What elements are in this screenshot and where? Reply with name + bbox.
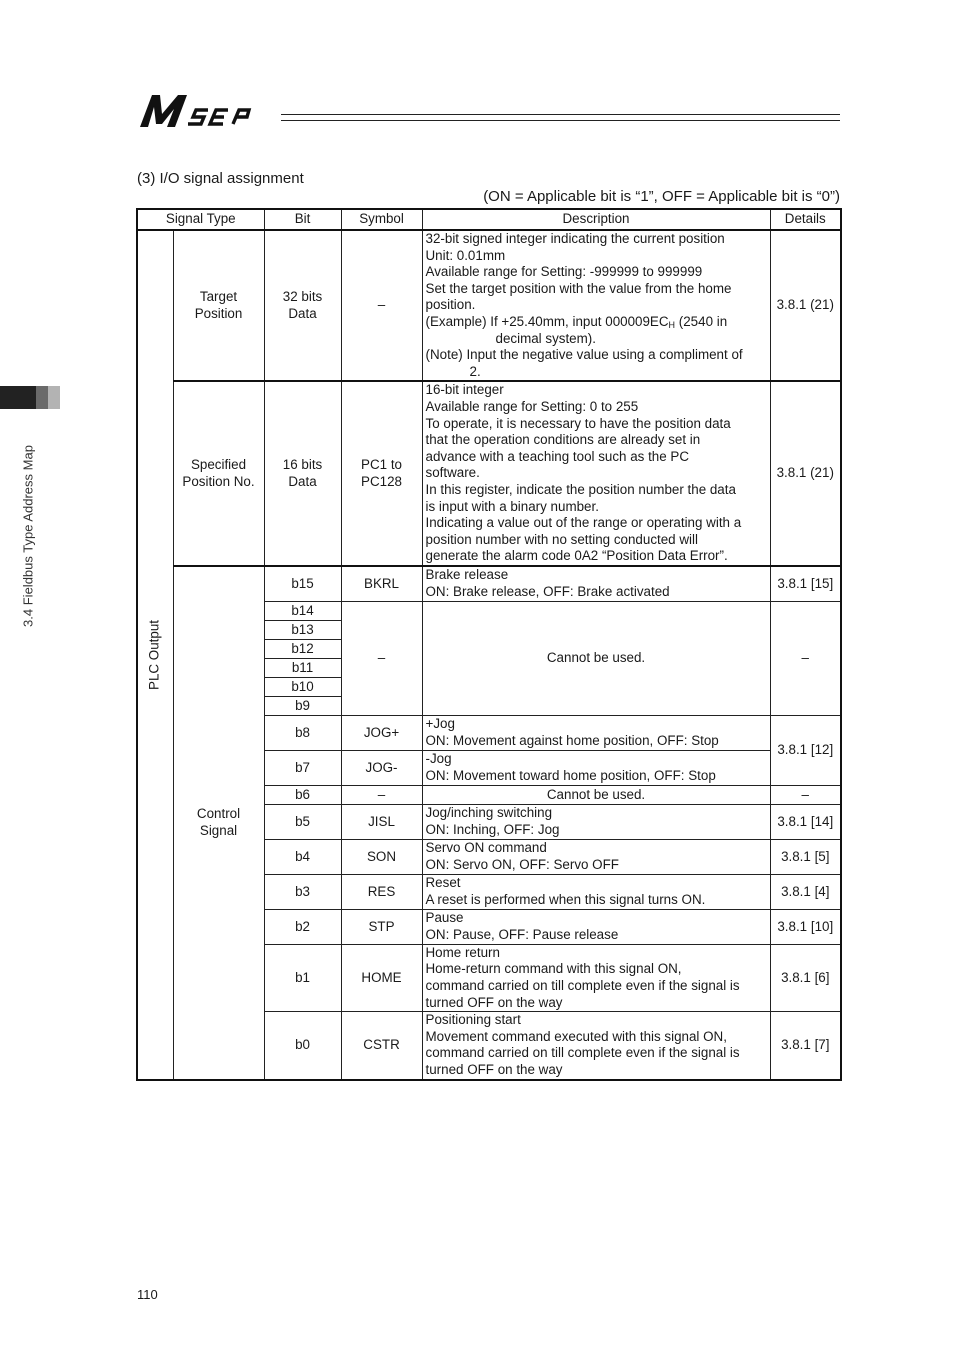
msep-logo xyxy=(138,92,278,130)
description-b6: Cannot be used. xyxy=(422,785,770,804)
symbol-specified: PC1 to PC128 xyxy=(341,381,422,566)
bit-specified: 16 bits Data xyxy=(264,381,341,566)
bit-b14: b14 xyxy=(264,601,341,620)
description-b0: Positioning start Movement command executed with this signal ON, command carried on till complete even if the signal is turned OFF on the way xyxy=(422,1012,770,1080)
details-b0: 3.8.1 [7] xyxy=(770,1012,841,1080)
signal-type-specified: Specified Position No. xyxy=(173,381,264,566)
details-b3: 3.8.1 [4] xyxy=(770,874,841,909)
col-bit: Bit xyxy=(264,209,341,230)
description-b3: Reset A reset is performed when this signal turns ON. xyxy=(422,874,770,909)
col-symbol: Symbol xyxy=(341,209,422,230)
bit-b1: b1 xyxy=(264,944,341,1011)
details-target: 3.8.1 (21) xyxy=(770,230,841,381)
bit-b7: b7 xyxy=(264,750,341,785)
bit-b6: b6 xyxy=(264,785,341,804)
table-header-row xyxy=(137,209,841,230)
description-b8: +Jog ON: Movement against home position, OFF: Stop xyxy=(422,715,770,750)
details-b6: – xyxy=(770,785,841,804)
header-rule-bottom xyxy=(281,120,840,121)
header-rule-top xyxy=(281,114,840,115)
bit-b12: b12 xyxy=(264,639,341,658)
details-jog: 3.8.1 [12] xyxy=(770,715,841,785)
description-b15: Brake release ON: Brake release, OFF: Brake activated xyxy=(422,566,770,602)
section-title: (3) I/O signal assignment xyxy=(137,170,304,187)
description-b5: Jog/inching switching ON: Inching, OFF: Jog xyxy=(422,804,770,839)
bit-b2: b2 xyxy=(264,909,341,944)
symbol-b6: – xyxy=(341,785,422,804)
details-b2: 3.8.1 [10] xyxy=(770,909,841,944)
symbol-target: – xyxy=(341,230,422,381)
bit-b15: b15 xyxy=(264,566,341,602)
bit-b11: b11 xyxy=(264,658,341,677)
bit-b3: b3 xyxy=(264,874,341,909)
symbol-b5: JISL xyxy=(341,804,422,839)
table-row xyxy=(137,381,841,566)
legend-note: (ON = Applicable bit is “1”, OFF = Applicable bit is “0”) xyxy=(483,188,840,205)
bit-b0: b0 xyxy=(264,1012,341,1080)
details-unused: – xyxy=(770,601,841,715)
description-b7: -Jog ON: Movement toward home position, OFF: Stop xyxy=(422,750,770,785)
symbol-b2: STP xyxy=(341,909,422,944)
symbol-b4: SON xyxy=(341,839,422,874)
bit-b4: b4 xyxy=(264,839,341,874)
chapter-tab-marker xyxy=(0,386,60,409)
symbol-b0: CSTR xyxy=(341,1012,422,1080)
details-b1: 3.8.1 [6] xyxy=(770,944,841,1011)
signal-type-control: Control Signal xyxy=(173,566,264,1080)
bit-b9: b9 xyxy=(264,696,341,715)
io-signal-table xyxy=(136,208,842,1081)
details-b5: 3.8.1 [14] xyxy=(770,804,841,839)
bit-b5: b5 xyxy=(264,804,341,839)
signal-type-target: Target Position xyxy=(173,230,264,381)
symbol-b15: BKRL xyxy=(341,566,422,602)
description-unused: Cannot be used. xyxy=(422,601,770,715)
bit-b8: b8 xyxy=(264,715,341,750)
description-target: 32-bit signed integer indicating the current position Unit: 0.01mm Available range for Setting: -999999 to 999999 Set the target position with the value from the home position. (Example) If +25.40mm, input $000009EC_H$ (2540 in decimal system). (Note) Input the negative value using a compliment of 2. xyxy=(422,230,770,381)
description-b4: Servo ON command ON: Servo ON, OFF: Servo OFF xyxy=(422,839,770,874)
page-number: 110 xyxy=(137,1287,158,1302)
col-details: Details xyxy=(770,209,841,230)
symbol-b3: RES xyxy=(341,874,422,909)
symbol-b8: JOG+ xyxy=(341,715,422,750)
bit-b13: b13 xyxy=(264,620,341,639)
description-specified: 16-bit integer Available range for Setting: 0 to 255 To operate, it is necessary to have the position data that the operation conditions are already set in advance with a teaching tool such as the PC software. In this register, indicate the position number the data is input with a binary number. Indicating a value out of the range or operating with a position number with no setting conducted will generate the alarm code 0A2 “Position Data Error”. xyxy=(422,381,770,566)
table-row xyxy=(137,230,841,381)
details-specified: 3.8.1 (21) xyxy=(770,381,841,566)
details-b4: 3.8.1 [5] xyxy=(770,839,841,874)
table-row xyxy=(137,566,841,602)
group-label: PLC Output xyxy=(146,619,162,690)
symbol-unused: – xyxy=(341,601,422,715)
bit-target: 32 bits Data xyxy=(264,230,341,381)
symbol-b1: HOME xyxy=(341,944,422,1011)
details-b15: 3.8.1 [15] xyxy=(770,566,841,602)
bit-b10: b10 xyxy=(264,677,341,696)
col-description: Description xyxy=(422,209,770,230)
description-b2: Pause ON: Pause, OFF: Pause release xyxy=(422,909,770,944)
symbol-b7: JOG- xyxy=(341,750,422,785)
col-signal-type: Signal Type xyxy=(137,209,264,230)
group-label-cell xyxy=(137,230,173,1080)
description-b1: Home return Home-return command with this signal ON, command carried on till complete even if the signal is turned OFF on the way xyxy=(422,944,770,1011)
